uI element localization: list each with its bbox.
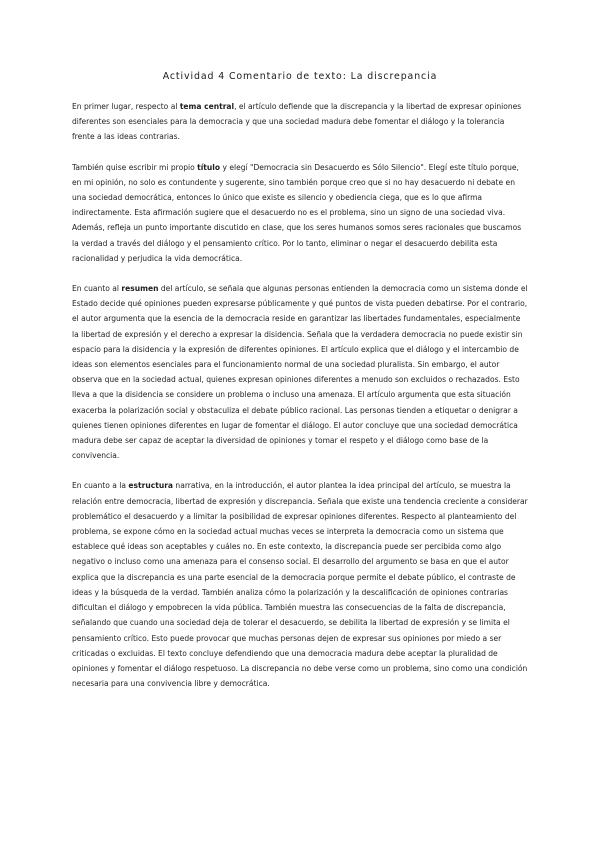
paragraph-resumen: [72, 281, 528, 463]
paragraph-tema-central: [72, 99, 528, 145]
paragraph-text: En cuanto a la: [72, 481, 129, 491]
paragraph-text: narrativa, en la introducción, el autor plantea la idea principal del artículo, se muestra la relación entre democracia, libertad de expresión y discrepancia. Señala que existe una tendencia creciente a considerar problemático el desacuerdo y a limitar la posibilidad de expresar opiniones diferentes. Respecto al planteamiento del problema, se expone cómo en la sociedad actual muchas veces se interpreta la democracia como un sistema que establece qué ideas son aceptables y cuáles no. En este contexto, la discrepancia puede ser percibida como algo negativo o incluso como una amenaza para el consenso social. El desarrollo del argumento se basa en que el autor explica que la discrepancia es una parte esencial de la democracia porque permite el debate público, el contraste de ideas y la búsqueda de la verdad. También analiza cómo la polarización y la descalificación de opiniones contrarias dificultan el diálogo y empobrecen la vida pública. También muestra las consecuencias de la falta de discrepancia, señalando que cuando una sociedad deja de tolerar el desacuerdo, se debilita la libertad de expresión y se limita el pensamiento crítico. Esto puede provocar que muchas personas dejen de expresar sus opiniones por miedo a ser criticadas o excluidas. El texto concluye defendiendo que una democracia madura debe aceptar la pluralidad de opiniones y fomentar el diálogo respetuoso. La discrepancia no debe verse como un problema, sino como una condición necesaria para una convivencia libre y democrática.: [72, 481, 528, 689]
paragraph-estructura: [72, 478, 528, 691]
paragraph-text: y elegí "Democracia sin Desacuerdo es Sólo Silencio". Elegí este título porque, en mi opinión, no solo es contundente y sugerente, sino también porque creo que si no hay desacuerdo ni debate en una sociedad democrática, entonces lo único que existe es silencio y obediencia ciega, que es lo que afirma indirectamente. Esta afirmación sugiere que el desacuerdo no es el problema, sino un signo de una sociedad viva. Además, refleja un punto importante discutido en clase, que los seres humanos somos seres racionales que buscamos la verdad a través del diálogo y el pensamiento crítico. Por lo tanto, eliminar o negar el desacuerdo debilita esta racionalidad y perjudica la vida democrática.: [72, 162, 522, 263]
paragraph-text: En primer lugar, respecto al: [72, 102, 180, 111]
paragraph-text: En cuanto al: [72, 284, 122, 294]
paragraph-keyword: resumen: [121, 284, 159, 294]
paragraph-titulo: [72, 160, 528, 266]
paragraph-text: , el artículo defiende que la discrepancia y la libertad de expresar opiniones diferentes son esenciales para la democracia y que una sociedad madura debe fomentar el diálogo y la tolerancia frente a las ideas contrarias.: [72, 102, 522, 142]
paragraph-keyword: estructura: [128, 481, 174, 491]
document-title: Actividad 4 Comentario de texto: La discrepancia: [162, 71, 438, 82]
paragraph-keyword: tema central: [179, 102, 235, 111]
paragraph-text: del artículo, se señala que algunas personas entienden la democracia como un sistema donde el Estado decide qué opiniones pueden expresarse públicamente y qué puntos de vista pueden debatirse. Por el contrario, el autor argumenta que la esencia de la democracia reside en garantizar las libertades fundamentales, especialmente la libertad de expresión y el derecho a expresar la disidencia. Señala que la verdadera democracia no puede existir sin espacio para la disidencia y la expresión de diferentes opiniones. El artículo explica que el diálogo y el intercambio de ideas son elementos esenciales para el funcionamiento normal de una sociedad pluralista. Sin embargo, el autor observa que en la sociedad actual, quienes expresan opiniones diferentes a menudo son excluidos o rechazados. Esto lleva a que la disidencia se considere un problema o incluso una amenaza. El artículo argumenta que esta situación exacerba la polarización social y obstaculiza el debate público racional. Las personas tienden a etiquetar o denigrar a quienes tienen opiniones diferentes en lugar de fomentar el diálogo. El autor concluye que una sociedad democrática madura debe ser capaz de aceptar la diversidad de opiniones y tomar el respeto y el diálogo como base de la convivencia.: [72, 284, 528, 461]
paragraph-text: También quise escribir mi propio: [72, 162, 198, 172]
paragraph-keyword: título: [197, 162, 221, 172]
